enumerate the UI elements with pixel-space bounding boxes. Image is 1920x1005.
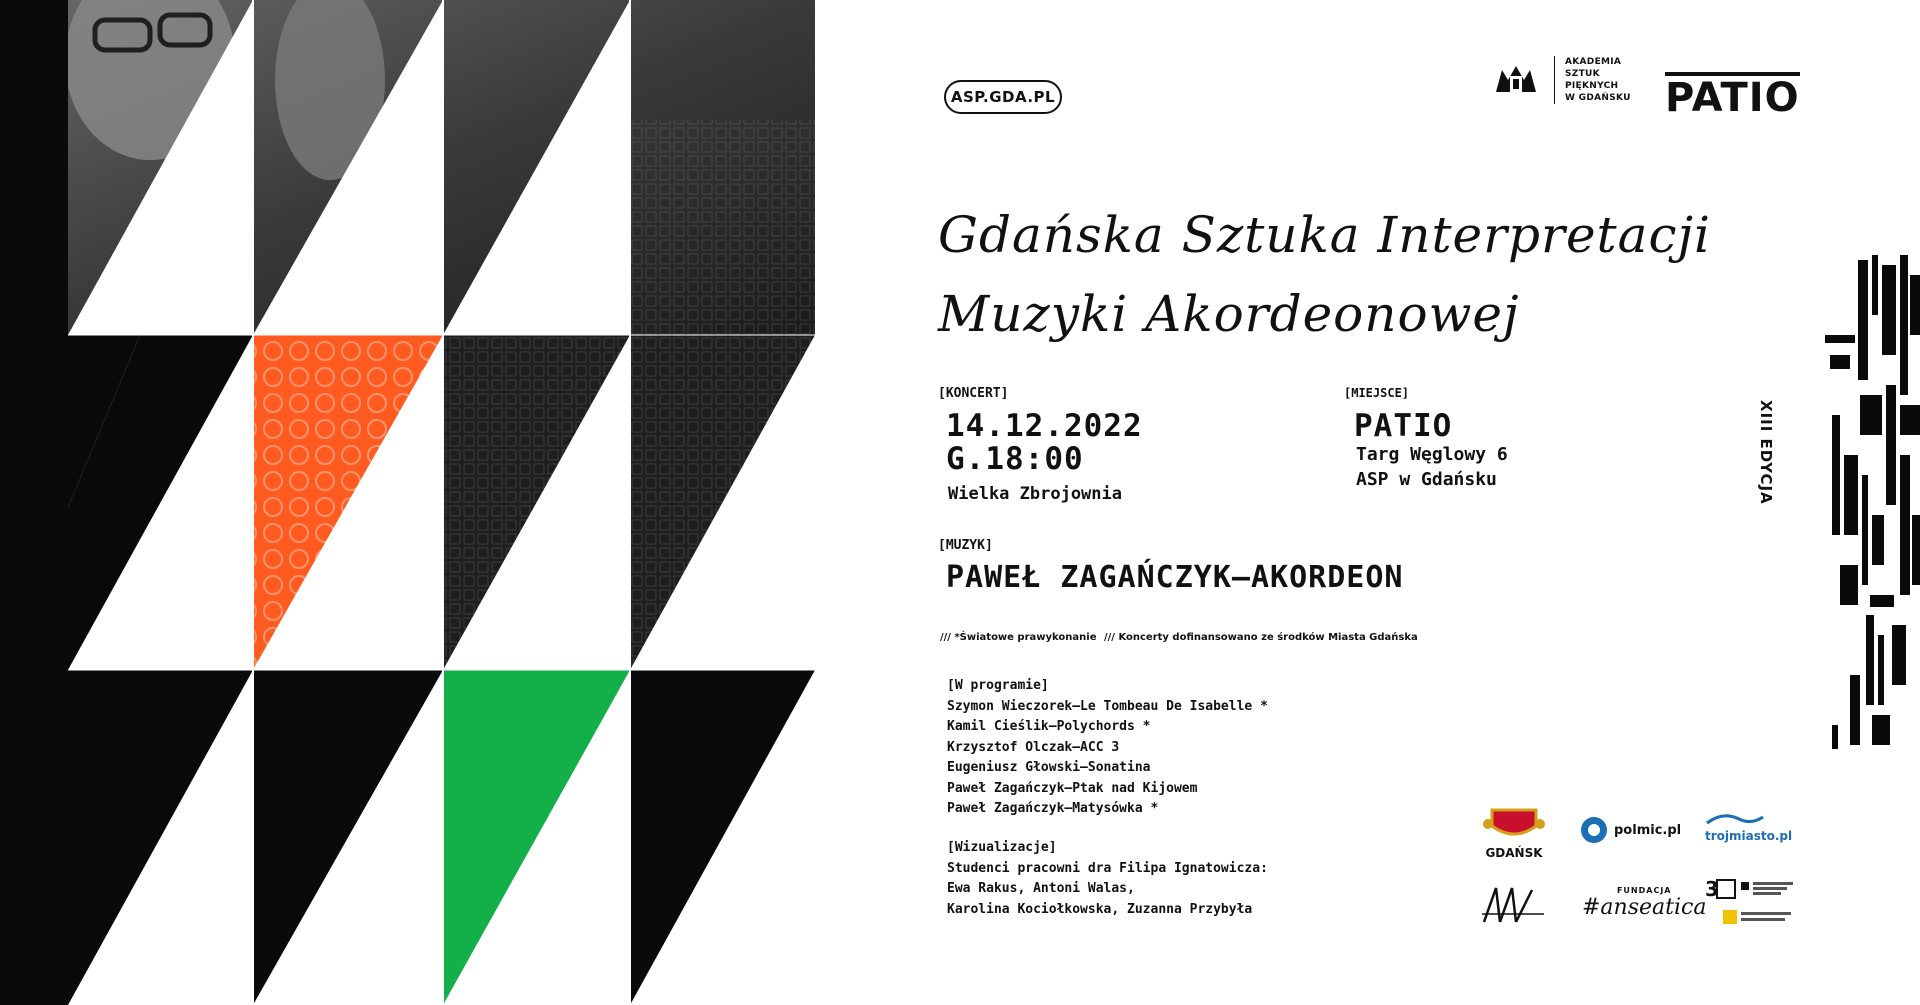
anseatica-label: #anseatica xyxy=(1582,895,1707,920)
visuals-line: Ewa Rakus, Antoni Walas, xyxy=(947,881,1135,896)
concert-tag: [KONCERT] xyxy=(938,386,1009,401)
venue-name: PATIO xyxy=(1354,408,1453,444)
asp-website-badge[interactable]: ASP.GDA.PL xyxy=(944,80,1062,114)
svg-text:3: 3 xyxy=(1705,877,1719,901)
title-line-2: Muzyki Akordeonowej xyxy=(938,285,1520,343)
polmic-icon xyxy=(1580,816,1608,844)
musician-name: PAWEŁ ZAGAŃCZYK–AKORDEON xyxy=(946,560,1404,595)
barcode-graphic xyxy=(1820,255,1920,755)
gdansk-logo xyxy=(1482,806,1546,860)
artwork-panel xyxy=(0,0,920,1005)
anseatica-logo xyxy=(1582,886,1706,920)
visuals-line: Karolina Kociołkowska, Zuzanna Przybyła xyxy=(947,901,1253,917)
edition-label: XIII EDYCJA xyxy=(1757,400,1775,505)
trojmiasto-logo xyxy=(1705,810,1792,843)
program-item: Paweł Zagańczyk–Ptak nad Kijowem xyxy=(947,780,1198,796)
wave-icon xyxy=(1705,811,1765,825)
program-item: Eugeniusz Głowski–Sonatina xyxy=(947,760,1151,775)
visuals-line: Studenci pracowni dra Filipa Ignatowicza: xyxy=(947,860,1268,876)
visuals-section xyxy=(947,838,1268,920)
program-item: Kamil Cieślik–Polychords * xyxy=(947,719,1151,734)
place-tag: [MIEJSCE] xyxy=(1344,386,1410,400)
program-item: Szymon Wieczorek–Le Tombeau De Isabelle * xyxy=(947,698,1268,714)
trojmiasto-label: trojmiasto.pl xyxy=(1705,829,1793,843)
concert-hall: Wielka Zbrojownia xyxy=(948,484,1122,504)
program-section xyxy=(947,676,1268,820)
title-line-1: Gdańska Sztuka Interpretacji xyxy=(938,206,1711,264)
patio-logo: PATIO xyxy=(1665,72,1800,116)
polmic-logo xyxy=(1580,816,1681,844)
academy-name: AKADEMIA SZTUK PIĘKNYCH W GDAŃSKU xyxy=(1554,56,1635,104)
program-tag: [W programie] xyxy=(947,678,1049,693)
gdansk-crest-icon xyxy=(1482,806,1546,842)
academy-logo xyxy=(1492,56,1635,104)
venue-street: Targ Węglowy 6 xyxy=(1356,444,1508,465)
gdansk-label: GDAŃSK xyxy=(1485,846,1543,860)
musician-tag: [MUZYK] xyxy=(938,538,993,553)
visuals-tag: [Wizualizacje] xyxy=(947,840,1057,855)
program-item: Paweł Zagańczyk–Matysówka * xyxy=(947,801,1159,816)
program-item: Krzysztof Olczak–ACC 3 xyxy=(947,739,1120,755)
academy-crest-icon xyxy=(1492,62,1540,98)
polmic-label: polmic.pl xyxy=(1614,822,1682,838)
an-logo-icon xyxy=(1482,884,1546,924)
funding-note: /// Koncerty dofinansowano ze środków Miasta Gdańska xyxy=(1104,632,1418,643)
venue-institution: ASP w Gdańsku xyxy=(1356,469,1497,490)
fundacja-label: FUNDACJA xyxy=(1616,886,1672,895)
concert-date: 14.12.2022 xyxy=(946,408,1143,444)
concert-time: G.18:00 xyxy=(946,441,1084,477)
cultural-institutions-logo-icon xyxy=(1705,876,1815,932)
premiere-note: /// *Światowe prawykonanie xyxy=(940,632,1097,643)
